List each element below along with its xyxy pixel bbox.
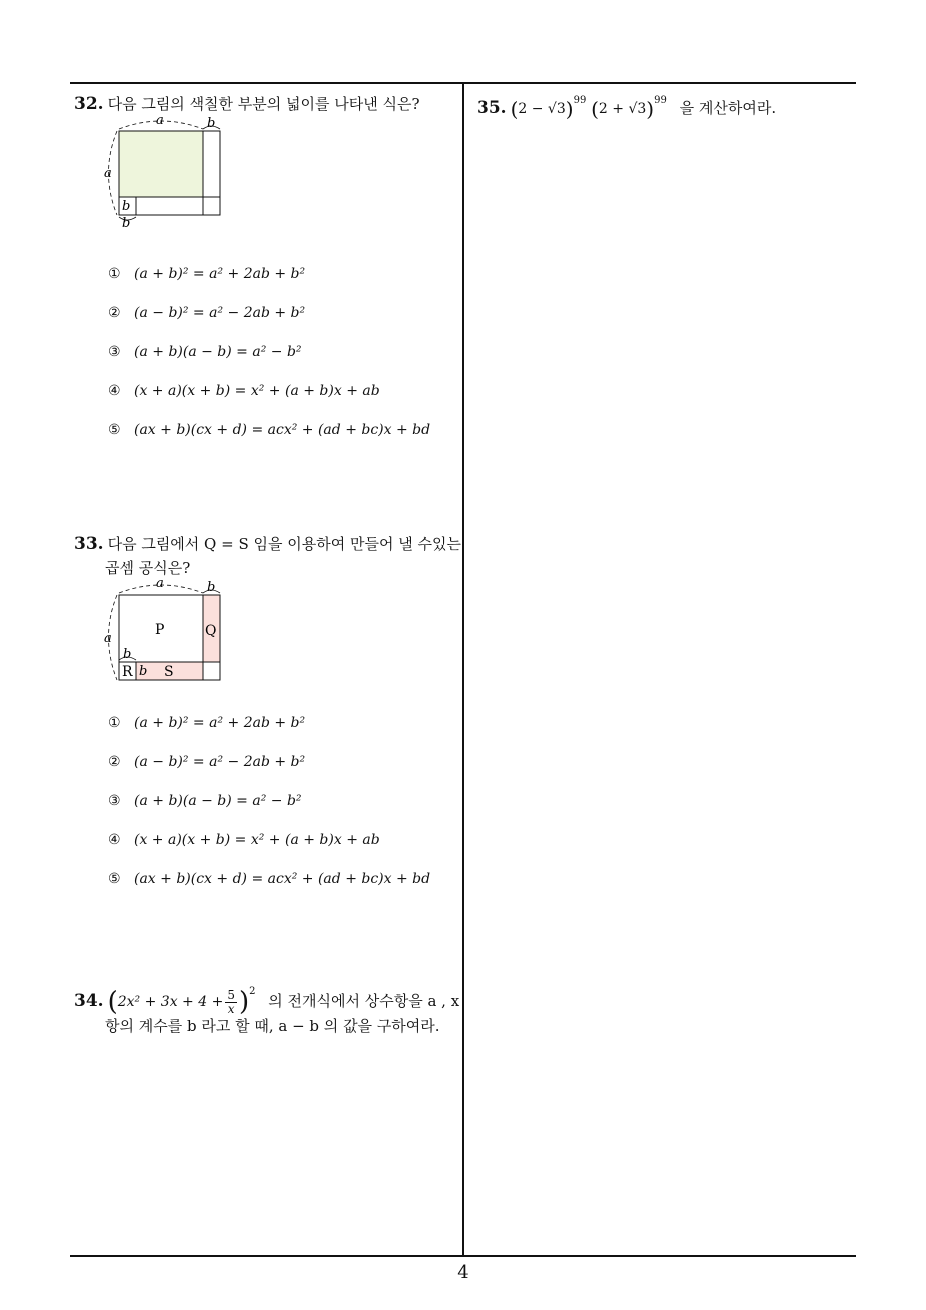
q34-question <box>74 986 459 1047</box>
q33-label-b-inner: b <box>139 664 148 679</box>
q33-label-P: P <box>155 622 165 638</box>
q34-number: 34. <box>74 991 104 1011</box>
q33-option-4[interactable]: ④ (x + a)(x + b) = x² + (a + b)x + ab <box>108 832 380 848</box>
q33-text-line2: 곱셈 공식은? <box>105 559 191 577</box>
q35-number: 35. <box>477 98 507 118</box>
q32-figure <box>98 115 238 230</box>
q35-text-after: 을 계산하여라. <box>679 99 777 117</box>
q35-exp1: 99 <box>573 95 587 106</box>
q32-option-5[interactable]: ⑤ (ax + b)(cx + d) = acx² + (ad + bc)x + bd <box>108 422 431 438</box>
q35-paren-open-2: ( <box>591 97 599 121</box>
q32-label-a-top: a <box>156 115 164 128</box>
q34-frac-bot: x <box>227 1001 235 1016</box>
q32-label-b-small: b <box>122 199 131 214</box>
q35-paren-close-1: ) <box>565 97 574 121</box>
q32-label-a-left: a <box>104 166 112 181</box>
q33-question <box>74 532 461 580</box>
q34-expr-left: 2x² + 3x + 4 + <box>117 994 224 1010</box>
q34-line2: 항의 계수를 b 라고 할 때, a − b 의 값을 구하여라. <box>105 1017 440 1035</box>
q33-number: 33. <box>74 534 104 554</box>
q32-option-1[interactable]: ① (a + b)² = a² + 2ab + b² <box>108 266 306 282</box>
q35-term2: 2 + √3 <box>598 101 647 117</box>
q35-term1: 2 − √3 <box>518 101 566 117</box>
q32-question <box>74 92 420 116</box>
q33-label-a-top: a <box>156 578 164 591</box>
q34-text-after: 의 전개식에서 상수항을 a , x <box>268 992 460 1010</box>
q34-right-paren: ) <box>238 987 250 1017</box>
q33-option-5[interactable]: ⑤ (ax + b)(cx + d) = acx² + (ad + bc)x + bd <box>108 871 431 887</box>
q33-option-3[interactable]: ③ (a + b)(a − b) = a² − b² <box>108 793 302 809</box>
q35-paren-close-2: ) <box>646 97 655 121</box>
q33-label-S: S <box>164 664 174 680</box>
q32-option-3[interactable]: ③ (a + b)(a − b) = a² − b² <box>108 344 302 360</box>
q35-question <box>477 94 776 123</box>
q33-figure <box>98 578 238 693</box>
q34-left-paren: ( <box>107 987 118 1017</box>
q33-option-1[interactable]: ① (a + b)² = a² + 2ab + b² <box>108 715 306 731</box>
q33-white-corner <box>203 662 220 680</box>
q32-label-b-bottom: b <box>122 216 131 230</box>
q34-exponent: 2 <box>249 986 256 997</box>
q33-option-2[interactable]: ② (a − b)² = a² − 2ab + b² <box>108 754 306 770</box>
q32-label-b-top: b <box>207 116 216 131</box>
q34-frac-top: 5 <box>227 987 235 1002</box>
q33-text-line1: 다음 그림에서 Q = S 임을 이용하여 만들어 낼 수있는 <box>107 535 461 553</box>
q35-exp2: 99 <box>654 95 667 106</box>
page-number: 4 <box>457 1262 469 1283</box>
q34-fraction <box>225 989 237 1016</box>
q32-number: 32. <box>74 94 104 114</box>
q33-label-R: R <box>122 664 133 680</box>
q33-label-b-top: b <box>207 580 216 595</box>
q33-label-b-small: b <box>123 647 132 662</box>
column-divider <box>462 82 464 1256</box>
q33-label-a-left: a <box>104 631 112 646</box>
q33-label-Q: Q <box>205 623 217 639</box>
q32-text: 다음 그림의 색칠한 부분의 넓이를 나타낸 식은? <box>107 95 420 113</box>
q32-option-4[interactable]: ④ (x + a)(x + b) = x² + (a + b)x + ab <box>108 383 380 399</box>
bottom-rule <box>70 1255 856 1257</box>
q32-shaded-region <box>119 131 203 197</box>
q35-paren-open-1: ( <box>510 97 519 121</box>
q32-option-2[interactable]: ② (a − b)² = a² − 2ab + b² <box>108 305 306 321</box>
